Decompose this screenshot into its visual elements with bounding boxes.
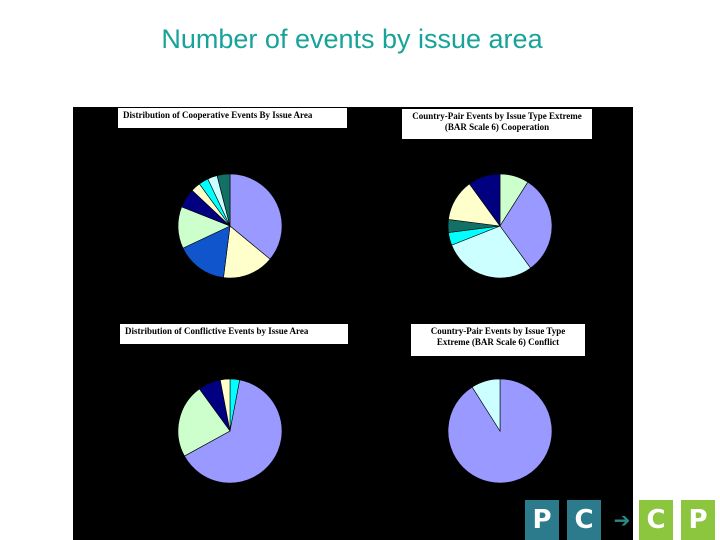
logo-letter: P bbox=[681, 500, 715, 540]
chart-title-extreme-conflict bbox=[411, 324, 585, 356]
chart-title-text: Country-Pair Events by Issue Type Extreme (BAR Scale 6) Conflict bbox=[430, 326, 566, 347]
chart-title-cooperative bbox=[118, 108, 347, 128]
slide-title: Number of events by issue area bbox=[161, 24, 543, 54]
logo-letter: P bbox=[525, 500, 559, 540]
logo-letter: C bbox=[567, 500, 601, 540]
chart-title-extreme-cooperation bbox=[402, 109, 592, 139]
chart-title-conflictive bbox=[120, 324, 348, 344]
chart-title-text: Distribution of Conflictive Events by Issue Area bbox=[125, 326, 309, 336]
pie-chart-cooperative bbox=[178, 174, 282, 278]
logo-letter: C bbox=[639, 500, 673, 540]
chart-title-text: Country-Pair Events by Issue Type Extreme (BAR Scale 6) Cooperation bbox=[412, 111, 582, 132]
pie-chart-extreme-cooperation bbox=[448, 174, 552, 278]
pie-chart-conflictive bbox=[178, 379, 282, 483]
chart-panel bbox=[73, 107, 633, 540]
arrow-icon: ➔ bbox=[613, 508, 631, 532]
chart-title-text: Distribution of Cooperative Events By Issue Area bbox=[123, 110, 313, 120]
pie-chart-extreme-conflict bbox=[448, 379, 552, 483]
